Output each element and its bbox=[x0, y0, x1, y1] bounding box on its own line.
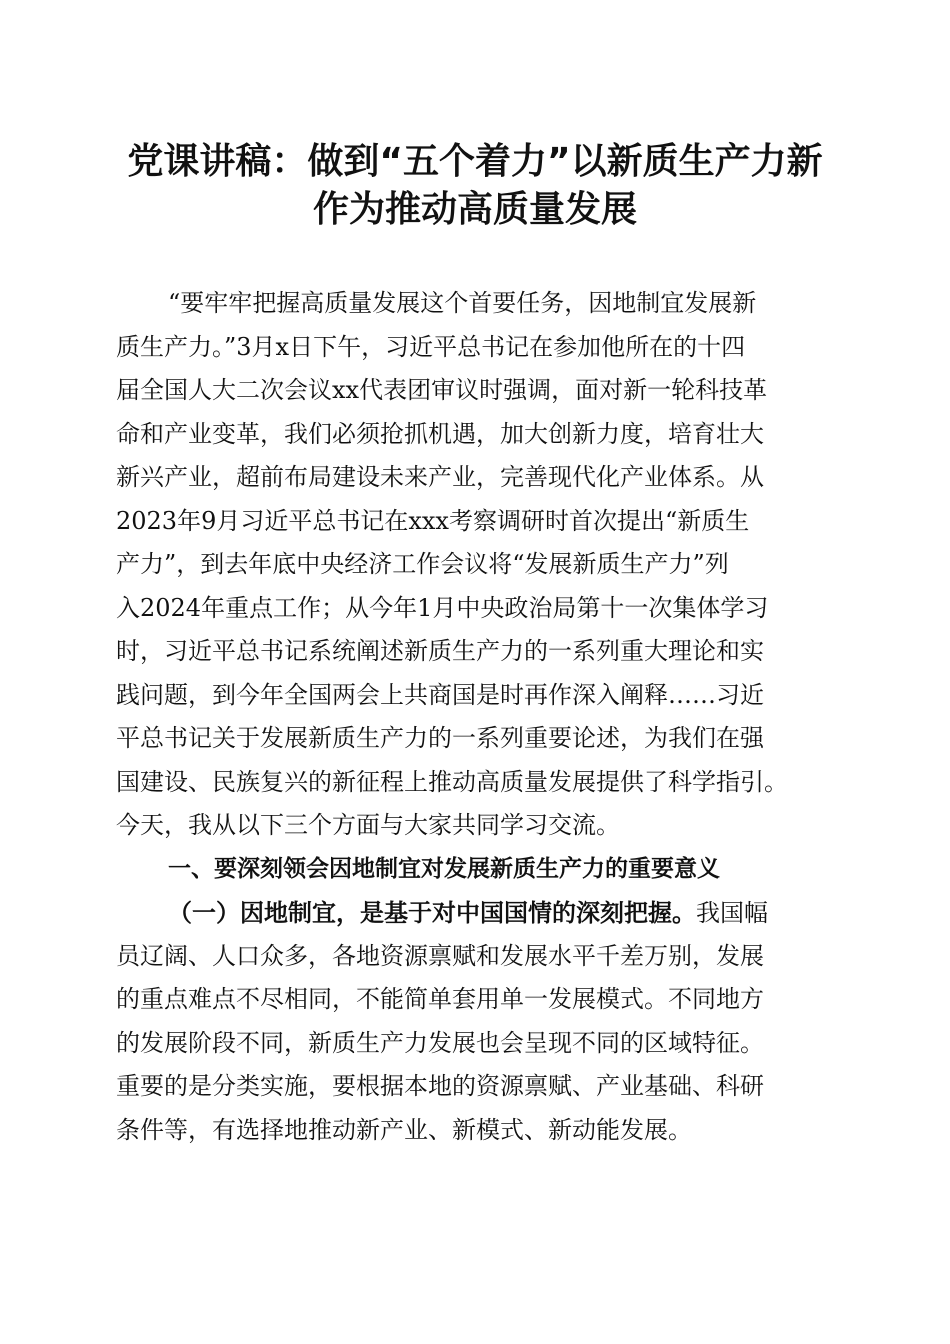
document-body bbox=[116, 282, 840, 1152]
subsection-line: 重要的是分类实施，要根据本地的资源禀赋、产业基础、科研 bbox=[116, 1072, 764, 1100]
subsection-lead-rest: 我国幅 bbox=[696, 899, 768, 927]
intro-line: 产力”，到去年底中央经济工作会议将“发展新质生产力”列 bbox=[116, 550, 729, 578]
document-title bbox=[100, 138, 850, 234]
intro-line: 命和产业变革，我们必须抢抓机遇，加大创新力度，培育壮大 bbox=[116, 419, 764, 448]
subsection-lead: （一）因地制宜，是基于对中国国情的深刻把握。 bbox=[168, 898, 696, 927]
intro-line: 践问题，到今年全国两会上共商国是时再作深入阐释……习近 bbox=[116, 680, 764, 709]
title-line-1: 党课讲稿：做到“五个着力”以新质生产力新 bbox=[127, 141, 823, 182]
intro-line: 时，习近平总书记系统阐述新质生产力的一系列重大理论和实 bbox=[116, 637, 764, 665]
intro-line: 平总书记关于发展新质生产力的一系列重要论述，为我们在强 bbox=[116, 724, 764, 752]
subsection-line: 的重点难点不尽相同，不能简单套用单一发展模式。不同地方 bbox=[116, 985, 764, 1013]
intro-line: “要牢牢把握高质量发展这个首要任务，因地制宜发展新 bbox=[168, 289, 757, 317]
intro-line: 入2024年重点工作；从今年1月中央政治局第十一次集体学习 bbox=[116, 593, 769, 622]
subsection-line: 员辽阔、人口众多，各地资源禀赋和发展水平千差万别，发展 bbox=[116, 941, 764, 970]
subsection-first-line bbox=[116, 891, 840, 935]
section-heading-1: 一、要深刻领会因地制宜对发展新质生产力的重要意义 bbox=[168, 855, 720, 882]
intro-line: 国建设、民族复兴的新征程上推动高质量发展提供了科学指引。 bbox=[116, 767, 788, 796]
intro-line: 2023年9月习近平总书记在xxx考察调研时首次提出“新质生 bbox=[116, 506, 750, 535]
intro-line: 届全国人大二次会议xx代表团审议时强调，面对新一轮科技革 bbox=[116, 376, 768, 404]
subsection-line: 条件等，有选择地推动新产业、新模式、新动能发展。 bbox=[116, 1115, 692, 1144]
intro-line: 新兴产业，超前布局建设未来产业，完善现代化产业体系。从 bbox=[116, 463, 764, 491]
intro-line: 质生产力。”3月x日下午，习近平总书记在参加他所在的十四 bbox=[116, 332, 746, 361]
title-line-2: 作为推动高质量发展 bbox=[312, 189, 637, 230]
subsection-line: 的发展阶段不同，新质生产力发展也会呈现不同的区域特征。 bbox=[116, 1028, 764, 1057]
intro-line: 今天，我从以下三个方面与大家共同学习交流。 bbox=[116, 811, 620, 839]
